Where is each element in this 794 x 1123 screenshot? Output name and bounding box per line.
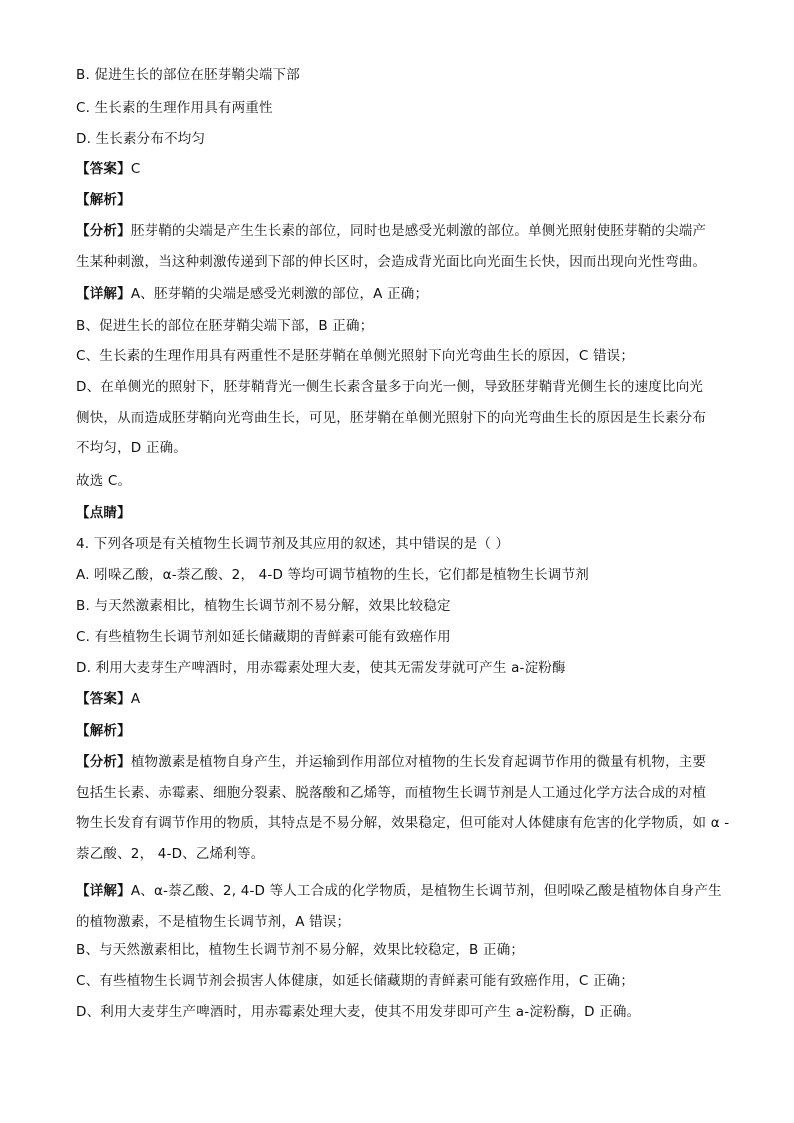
q4-option-a: A. 吲哚乙酸，α-萘乙酸、2， 4-D 等均可调节植物的生长，它们都是植物生长调节剂	[76, 567, 589, 583]
q4-analysis-heading	[76, 722, 724, 740]
q4-stem: 4. 下列各项是有关植物生长调节剂及其应用的叙述，其中错误的是（ ）	[76, 536, 510, 552]
q4-xiangjie-a-row-2: 的植物激素，不是植物生长调节剂，A 错误；	[76, 913, 351, 930]
q3-dianjing	[76, 504, 724, 522]
fenxi-tag: 【分析】	[76, 754, 131, 770]
q3-fenxi-paragraph	[76, 216, 724, 277]
answer-value: A	[130, 691, 141, 707]
fenxi-tag: 【分析】	[76, 223, 131, 239]
analysis-tag: 【解析】	[76, 723, 131, 739]
q3-option-d: D. 生长素分布不均匀	[76, 131, 206, 147]
answer-tag: 【答案】	[76, 161, 131, 177]
q4-fenxi-row-1	[76, 747, 724, 778]
q3-xiangjie-b: B、促进生长的部位在胚芽鞘尖端下部，B 正确；	[76, 318, 374, 334]
q3-analysis-heading	[76, 191, 724, 209]
q4-fenxi-text-1: 植物激素是植物自身产生，并运输到作用部位对植物的生长发育起调节作用的微量有机物，主要	[130, 754, 707, 770]
analysis-tag: 【解析】	[76, 192, 131, 208]
q4-fenxi-paragraph	[76, 747, 730, 869]
q4-answer	[76, 690, 724, 708]
q4-fenxi-row-4: 萘乙酸、2， 4-D、乙烯利等。	[76, 845, 265, 862]
q3-option-b: B. 促进生长的部位在胚芽鞘尖端下部	[76, 67, 300, 83]
q3-fenxi-row-1	[76, 216, 724, 247]
q4-xiangjie-a-row-1	[76, 876, 724, 907]
q4-xiangjie-c: C、有些植物生长调节剂会损害人体健康，如延长储藏期的青鲜素可能有致癌作用，C 正确；	[76, 973, 635, 989]
q3-xiangjie-d-row-3: 不均匀，D 正确。	[76, 440, 187, 456]
q3-xiangjie-d-row-2: 侧快，从而造成胚芽鞘向光弯曲生长，可见，胚芽鞘在单侧光照射下的向光弯曲生长的原因是生长素分布	[76, 409, 707, 426]
xiangjie-tag: 【详解】	[76, 883, 131, 899]
q4-xiangjie-d: D、利用大麦芽生产啤酒时，用赤霉素处理大麦，使其不用发芽即可产生 a-淀粉酶，D 正确。	[76, 1004, 641, 1020]
q3-answer	[76, 160, 724, 178]
q4-xiangjie-a-text-1: A、α-萘乙酸、2, 4-D 等人工合成的化学物质，是植物生长调节剂，但吲哚乙酸是植物体自身产生	[130, 883, 722, 899]
q4-option-c: C. 有些植物生长调节剂如延长储藏期的青鲜素可能有致癌作用	[76, 629, 451, 645]
q3-choose: 故选 C。	[76, 473, 132, 489]
q4-option-b: B. 与天然激素相比，植物生长调节剂不易分解，效果比较稳定	[76, 598, 451, 614]
dianjing-tag: 【点睛】	[76, 505, 131, 521]
q4-option-d: D. 利用大麦芽生产啤酒时，用赤霉素处理大麦，使其无需发芽就可产生 a-淀粉酶	[76, 660, 566, 676]
q3-xiangjie-d-paragraph	[76, 372, 724, 464]
q3-fenxi-row-2: 生某种刺激，当这种刺激传递到下部的伸长区时，会造成背光面比向光面生长快，因而出现向光性弯曲。	[76, 253, 707, 270]
q3-option-c: C. 生长素的生理作用具有两重性	[76, 100, 273, 116]
q3-fenxi-text-1: 胚芽鞘的尖端是产生生长素的部位，同时也是感受光刺激的部位。单侧光照射使胚芽鞘的尖端产	[130, 223, 707, 239]
answer-tag: 【答案】	[76, 691, 131, 707]
q3-xiangjie-d-row-1: D、在单侧光的照射下，胚芽鞘背光一侧生长素含量多于向光一侧，导致胚芽鞘背光侧生长的速度比向光	[76, 379, 704, 395]
q3-xiangjie-c: C、生长素的生理作用具有两重性不是胚芽鞘在单侧光照射下向光弯曲生长的原因，C 错误；	[76, 348, 635, 364]
q4-xiangjie-b: B、与天然激素相比，植物生长调节剂不易分解，效果比较稳定，B 正确；	[76, 942, 525, 958]
q3-xiangjie-a-text: A、胚芽鞘的尖端是感受光刺激的部位，A 正确；	[130, 286, 429, 302]
answer-value: C	[130, 161, 141, 177]
q4-xiangjie-a-paragraph	[76, 876, 724, 937]
q4-fenxi-row-3: 物生长发育有调节作用的物质，其特点是不易分解，效果稳定，但可能对人体健康有危害的化学物质，如 α -	[76, 815, 730, 831]
xiangjie-tag: 【详解】	[76, 286, 131, 302]
q4-fenxi-row-2: 包括生长素、赤霉素、细胞分裂素、脱落酸和乙烯等，而植物生长调节剂是人工通过化学方法合成的对植	[76, 784, 707, 801]
q3-xiangjie-a	[76, 285, 724, 303]
